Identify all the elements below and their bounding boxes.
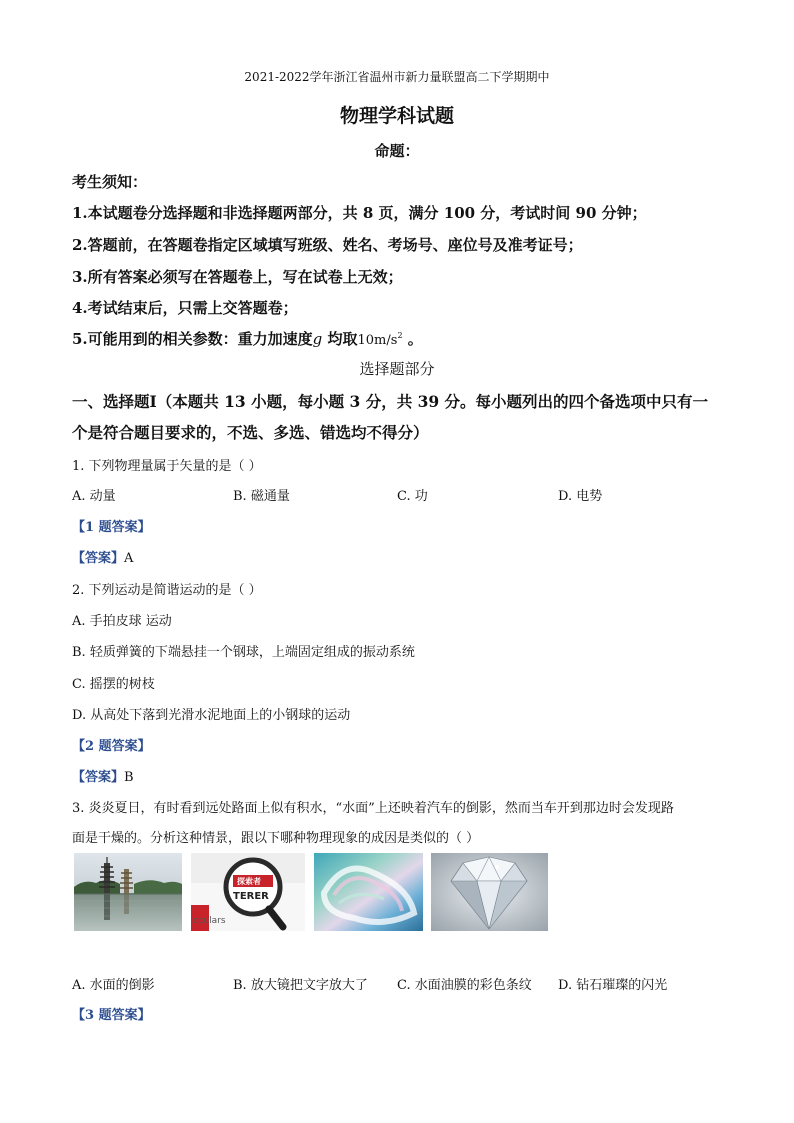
answer-tag: 【答案】 xyxy=(72,770,125,785)
notice-item-2: 2.答题前，在答题卷指定区域填写班级、姓名、考场号、座位号及准考证号； xyxy=(72,236,583,254)
notice-item-5-prefix: 5.可能用到的相关参数：重力加速度 xyxy=(72,330,313,348)
notice-item-5 xyxy=(72,328,423,349)
question-1-option-c: C. 功 xyxy=(397,489,428,504)
question-2-option-c: C. 摇摆的树枝 xyxy=(72,677,155,692)
pagoda-reflection-photo xyxy=(74,853,182,931)
question-3-answer-heading: 【3 题答案】 xyxy=(72,1008,151,1023)
diamond-illustration xyxy=(431,853,548,931)
part-heading-line-2: 个是符合题目要求的，不选、多选、错选均不得分） xyxy=(72,423,429,442)
notice-item-5-mid: 均取 xyxy=(322,330,358,348)
question-1-option-b: B. 磁通量 xyxy=(233,489,290,504)
magnifier-text: 探索者 xyxy=(237,877,261,886)
book-text: oculars xyxy=(193,916,226,926)
author-line: 命题： xyxy=(374,142,420,160)
question-1-option-a: A. 动量 xyxy=(72,489,116,504)
question-3-stem-line-2: 面是干燥的。分析这种情景，跟以下哪种物理现象的成因是类似的（ ） xyxy=(72,831,480,846)
answer-value: B xyxy=(124,770,134,785)
question-1-option-d: D. 电势 xyxy=(558,489,603,504)
question-3-option-b: B. 放大镜把文字放大了 xyxy=(233,978,368,993)
notice-item-4: 4.考试结束后，只需上交答题卷； xyxy=(72,299,298,317)
question-2-option-b: B. 轻质弹簧的下端悬挂一个钢球，上端固定组成的振动系统 xyxy=(72,645,415,660)
question-3-option-c: C. 水面油膜的彩色条纹 xyxy=(397,978,532,993)
part-heading-line-1: 一、选择题Ⅰ（本题共 13 小题，每小题 3 分，共 39 分。每小题列出的四个备选项中只有一 xyxy=(72,392,709,411)
notice-heading: 考生须知： xyxy=(72,173,148,191)
answer-value: A xyxy=(124,551,134,566)
notice-item-3: 3.所有答案必须写在答题卷上，写在试卷上无效； xyxy=(72,268,403,286)
question-2-stem: 2. 下列运动是简谐运动的是（ ） xyxy=(72,583,262,598)
question-2-answer xyxy=(72,766,134,785)
question-3-stem-line-1: 3. 炎炎夏日，有时看到远处路面上似有积水，“水面”上还映着汽车的倒影，然而当车开到那边时会发现路 xyxy=(72,801,674,816)
pagoda-reflection-illustration xyxy=(74,853,182,931)
gravity-unit: 10m/s xyxy=(357,333,398,348)
notice-item-1: 1.本试题卷分选择题和非选择题两部分，共 8 页，满分 100 分，考试时间 90 分钟； xyxy=(72,204,647,222)
exam-line: 2021-2022学年浙江省温州市新力量联盟高二下学期期中 xyxy=(244,70,550,84)
notice-item-5-end: 。 xyxy=(402,330,423,348)
question-2-answer-heading: 【2 题答案】 xyxy=(72,739,151,754)
oil-film-illustration xyxy=(314,853,423,931)
question-1-stem: 1. 下列物理量属于矢量的是（ ） xyxy=(72,459,262,474)
question-2-option-a: A. 手拍皮球 运动 xyxy=(72,614,172,629)
question-3-option-a: A. 水面的倒影 xyxy=(72,978,155,993)
magnifier-photo xyxy=(191,853,305,931)
gravity-symbol: g xyxy=(312,330,323,348)
question-1-answer xyxy=(72,547,133,566)
question-2-option-d: D. 从高处下落到光滑水泥地面上的小钢球的运动 xyxy=(72,708,351,723)
unit-exponent: 2 xyxy=(397,331,403,340)
question-3-option-d: D. 钻石璀璨的闪光 xyxy=(558,978,668,993)
page-title: 物理学科试题 xyxy=(339,105,454,127)
magnifier-text-2: TERER xyxy=(233,891,269,902)
magnifier-illustration xyxy=(191,853,305,931)
section-title: 选择题部分 xyxy=(359,360,435,378)
question-1-answer-heading: 【1 题答案】 xyxy=(72,520,151,535)
answer-tag: 【答案】 xyxy=(72,551,125,566)
diamond-photo xyxy=(431,853,548,931)
oil-film-photo xyxy=(314,853,423,931)
